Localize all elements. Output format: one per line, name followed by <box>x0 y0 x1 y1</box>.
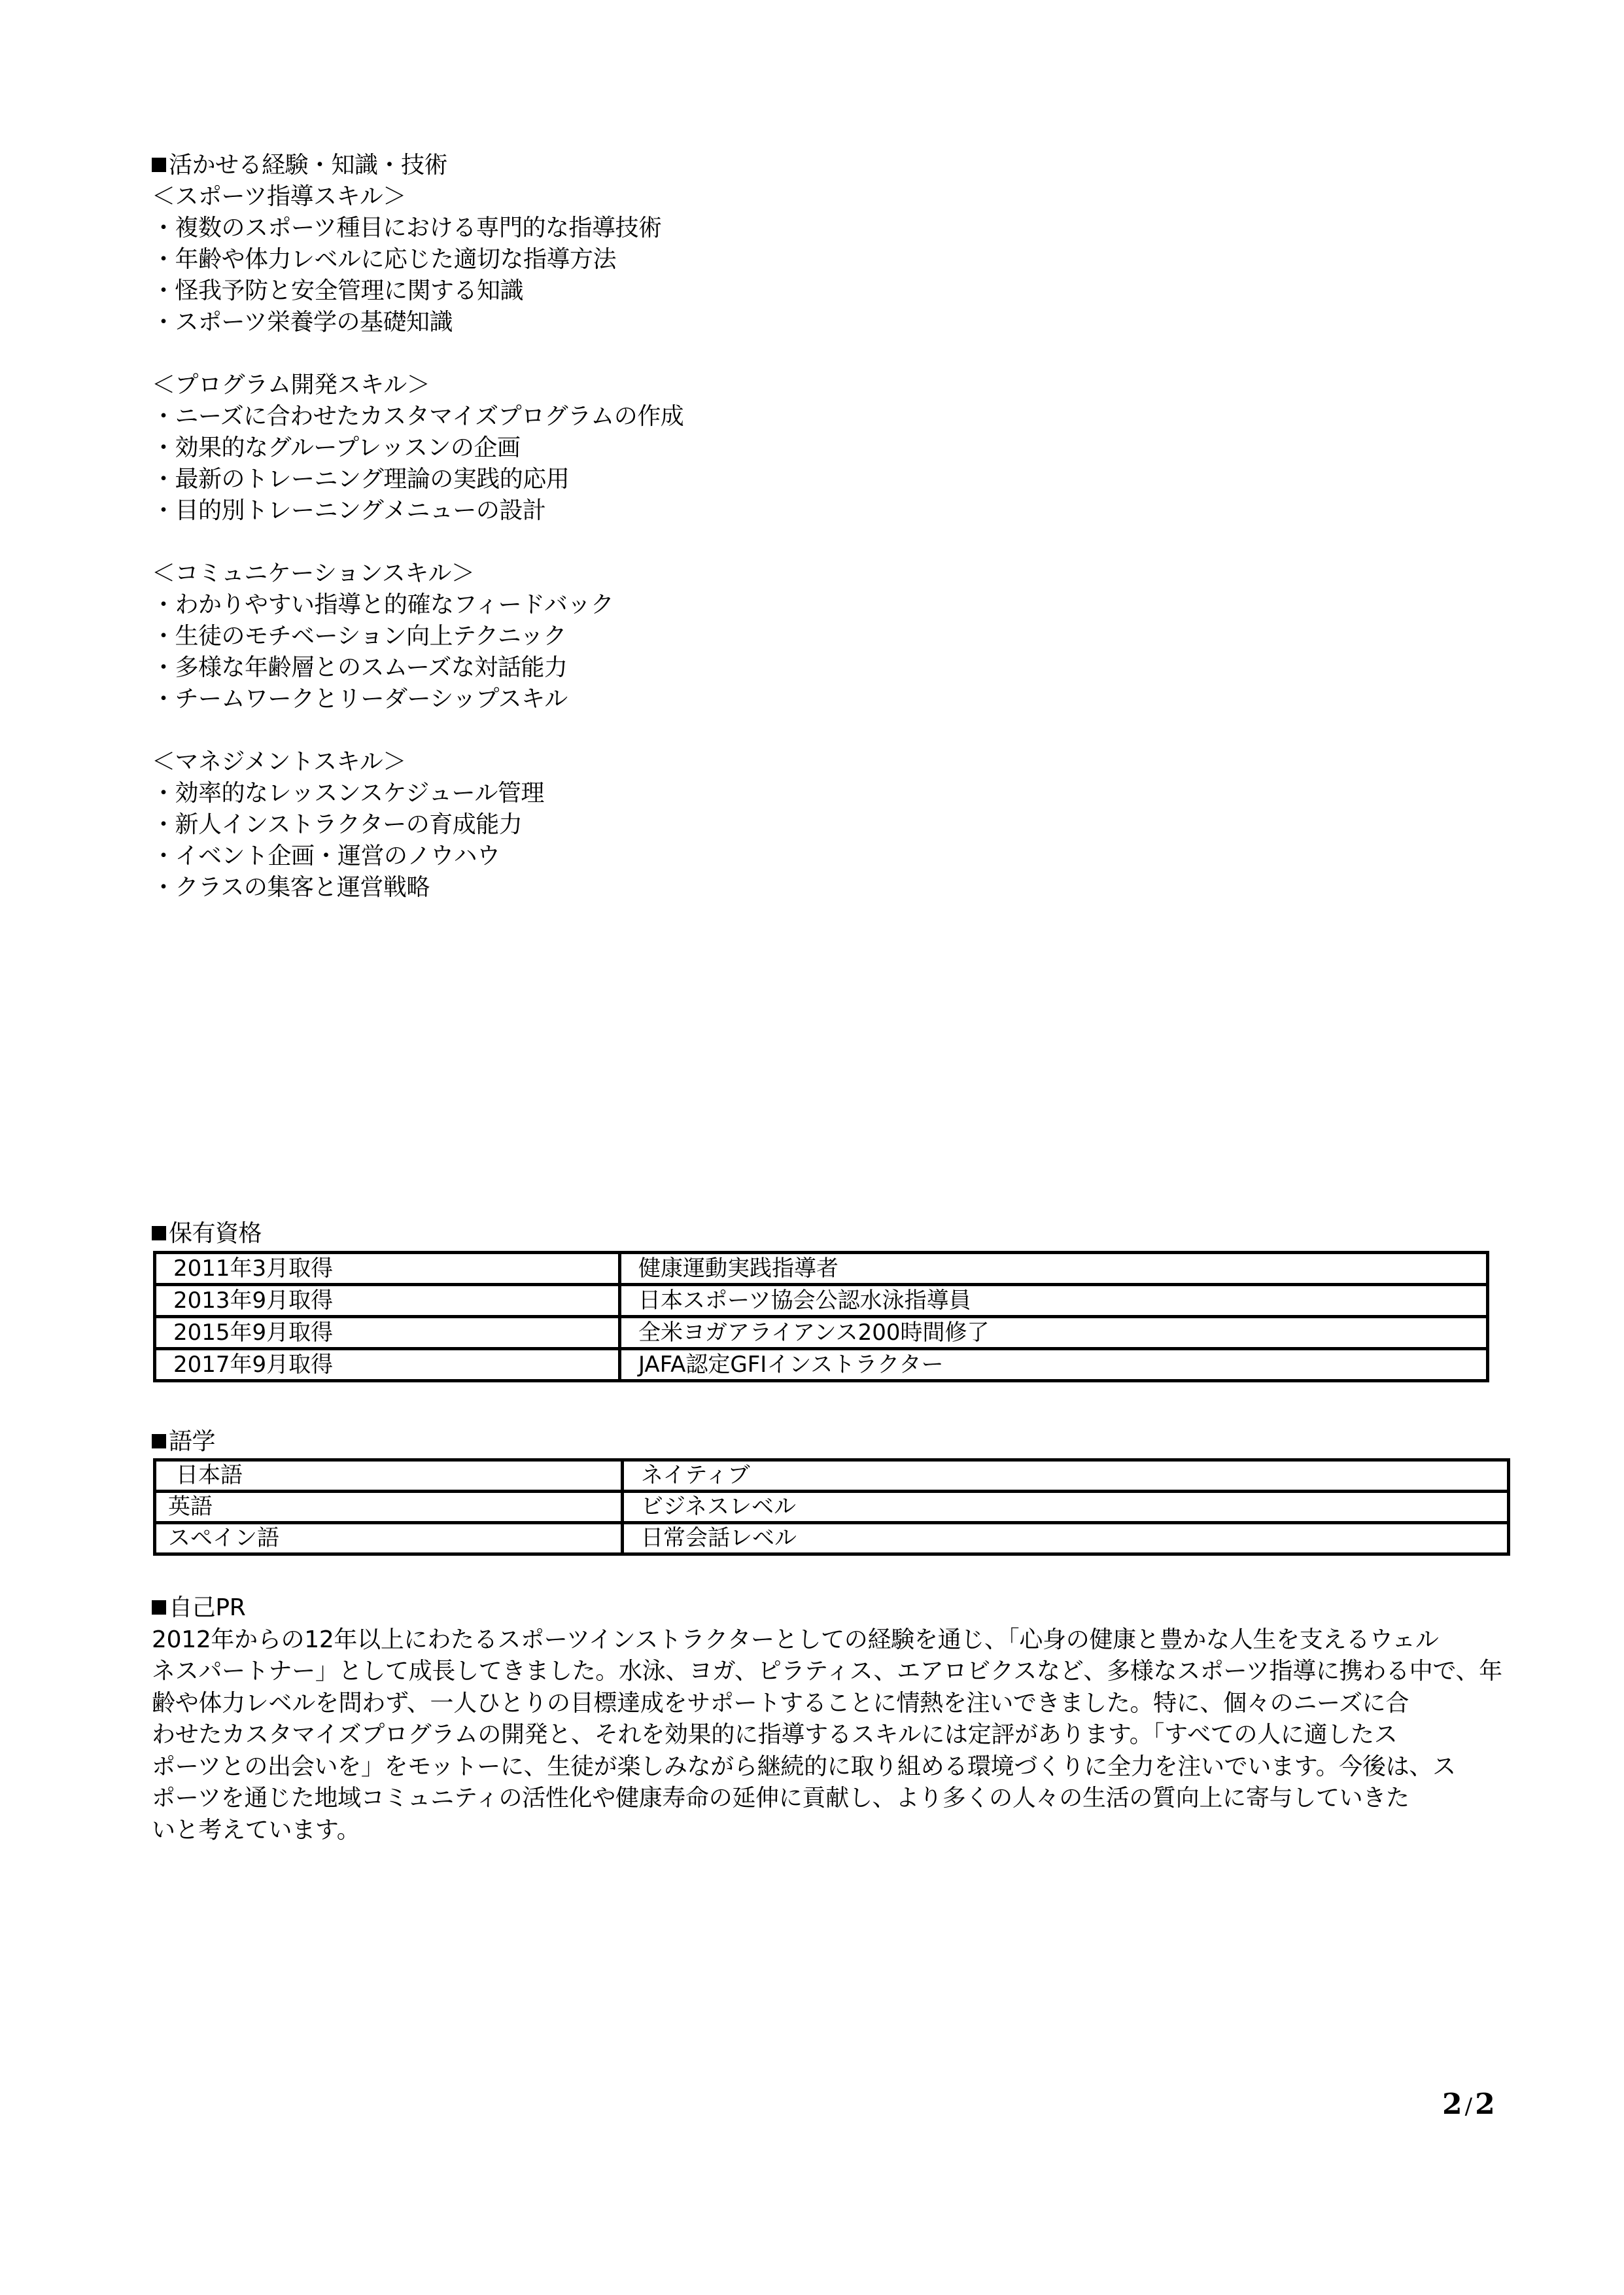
table-row <box>155 1523 1509 1554</box>
skill-item: ・効果的なグループレッスンの企画 <box>152 434 521 461</box>
page-separator: / <box>1464 2094 1473 2120</box>
skill-item: ・生徒のモチベーション向上テクニック <box>152 623 566 650</box>
section-heading-languages <box>152 1426 215 1458</box>
skill-item: ・年齢や体力レベルに応じた適切な指導方法 <box>152 246 617 273</box>
spacer <box>152 338 683 370</box>
square-bullet-icon <box>152 1600 166 1615</box>
table-row <box>155 1317 1488 1349</box>
self-pr-section <box>152 1592 1512 1846</box>
qualifications-heading-block <box>152 1218 262 1250</box>
language-level: 日常会話レベル <box>623 1523 1509 1554</box>
page-current: 2 <box>1442 2088 1462 2121</box>
qualification-name: JAFA認定GFIインストラクター <box>620 1349 1488 1381</box>
languages-heading-block <box>152 1426 215 1458</box>
qualification-date: 2017年9月取得 <box>155 1349 620 1381</box>
table-row <box>155 1492 1509 1523</box>
section-heading-text: 語学 <box>169 1428 216 1455</box>
skill-item: ・効率的なレッスンスケジュール管理 <box>152 780 544 807</box>
square-bullet-icon <box>152 1434 166 1448</box>
skill-item: ・ニーズに合わせたカスタマイズプログラムの作成 <box>152 403 684 430</box>
skill-item: ・怪我予防と安全管理に関する知識 <box>152 277 524 304</box>
skill-item: ・わかりやすい指導と的確なフィードバック <box>152 591 614 618</box>
page-total: 2 <box>1475 2088 1495 2121</box>
qualification-date: 2015年9月取得 <box>155 1317 620 1349</box>
self-pr-line: ポーツとの出会いを」をモットーに、生徒が楽しみながら継続的に取り組める環境づくりに全力を注いでいます。今後は、ス <box>152 1753 1456 1780</box>
skill-item: ・クラスの集客と運営戦略 <box>152 874 430 901</box>
skill-item: ・複数のスポーツ種目における専門的な指導技術 <box>152 215 662 241</box>
language-name: 日本語 <box>155 1460 623 1492</box>
language-name: スペイン語 <box>155 1523 623 1554</box>
skill-item: ・多様な年齢層とのスムーズな対話能力 <box>152 654 568 681</box>
languages-table <box>153 1458 1510 1556</box>
skill-item: ・目的別トレーニングメニューの設計 <box>152 497 546 524</box>
language-level: ネイティブ <box>623 1460 1509 1492</box>
skill-item: ・スポーツ栄養学の基礎知識 <box>152 309 453 336</box>
language-name: 英語 <box>155 1492 623 1523</box>
skill-item: ・チームワークとリーダーシップスキル <box>152 686 568 712</box>
section-heading-text: 保有資格 <box>169 1220 262 1247</box>
table-row <box>155 1285 1488 1317</box>
section-heading-text: 活かせる経験・知識・技術 <box>169 152 448 179</box>
language-level: ビジネスレベル <box>623 1492 1509 1523</box>
table-row <box>155 1349 1488 1381</box>
section-heading-self-pr <box>152 1592 1512 1624</box>
skill-group-title: ＜スポーツ指導スキル＞ <box>152 183 406 210</box>
table-row <box>155 1253 1488 1285</box>
square-bullet-icon <box>152 1226 166 1240</box>
section-heading-qualifications <box>152 1218 262 1250</box>
qualifications-table <box>153 1251 1489 1382</box>
self-pr-line: 齢や体力レベルを問わず、一人ひとりの目標達成をサポートすることに情熱を注いできました。特に、個々のニーズに合 <box>152 1689 1409 1717</box>
skill-item: ・最新のトレーニング理論の実践的応用 <box>152 466 570 493</box>
section-heading-text: 自己PR <box>169 1594 246 1621</box>
self-pr-line: 2012年からの12年以上にわたるスポーツインストラクターとしての経験を通じ、「心身の健康と豊かな人生を支えるウェル <box>152 1626 1439 1653</box>
qualification-name: 健康運動実践指導者 <box>620 1253 1488 1285</box>
page-number <box>1442 2088 1495 2123</box>
table-row <box>155 1460 1509 1492</box>
skill-group-title: ＜コミュニケーションスキル＞ <box>152 560 475 587</box>
skills-section <box>152 150 683 903</box>
qualification-name: 日本スポーツ協会公認水泳指導員 <box>620 1285 1488 1317</box>
skill-group-title: ＜プログラム開発スキル＞ <box>152 372 430 398</box>
qualification-date: 2011年3月取得 <box>155 1253 620 1285</box>
section-heading-skills <box>152 150 683 181</box>
self-pr-line: ネスパートナー」として成長してきました。水泳、ヨガ、ピラティス、エアロビクスなど、多様なスポーツ指導に携わる中で、年 <box>152 1658 1502 1685</box>
skill-item: ・イベント企画・運営のノウハウ <box>152 843 500 869</box>
skill-group-title: ＜マネジメントスキル＞ <box>152 748 406 775</box>
qualification-name: 全米ヨガアライアンス200時間修了 <box>620 1317 1488 1349</box>
self-pr-line: わせたカスタマイズプログラムの開発と、それを効果的に指導するスキルには定評があります。「すべての人に適したス <box>152 1721 1398 1748</box>
skill-item: ・新人インストラクターの育成能力 <box>152 811 523 838</box>
self-pr-line: いと考えています。 <box>152 1816 360 1844</box>
qualification-date: 2013年9月取得 <box>155 1285 620 1317</box>
square-bullet-icon <box>152 158 166 172</box>
self-pr-line: ポーツを通じた地域コミュニティの活性化や健康寿命の延伸に貢献し、より多くの人々の生活の質向上に寄与していきた <box>152 1785 1409 1812</box>
spacer <box>152 527 683 558</box>
spacer <box>152 715 683 746</box>
